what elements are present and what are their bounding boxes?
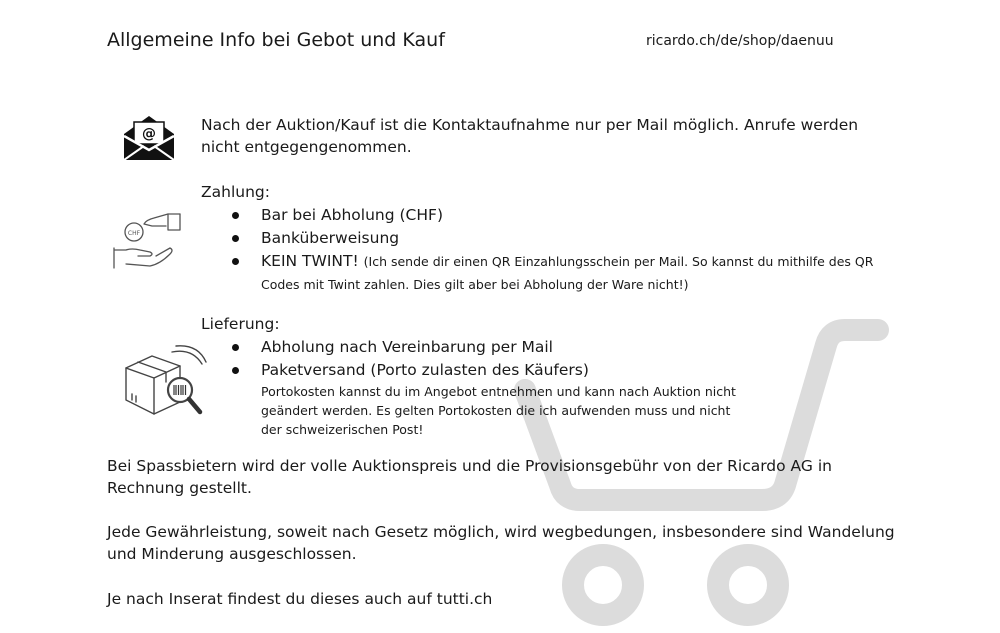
list-item: [201, 336, 901, 359]
tutti-note: Je nach Inserat findest du dieses auch auf tutti.ch: [107, 590, 493, 608]
shop-url: ricardo.ch/de/shop/daenuu: [646, 33, 834, 49]
mail-icon: [122, 114, 176, 162]
payment-heading: Zahlung:: [201, 183, 270, 201]
list-item: [201, 250, 901, 296]
list-item: [201, 359, 901, 439]
fun-bidder-notice: Bei Spassbietern wird der volle Auktionspreis und die Provisionsgebühr von der Ricardo AG in Rechnung gestellt.: [107, 457, 832, 497]
page-title: Allgemeine Info bei Gebot und Kauf: [107, 29, 445, 51]
payment-option: Bar bei Abholung (CHF): [261, 206, 443, 224]
payment-list: [201, 204, 901, 296]
delivery-option: Abholung nach Vereinbarung per Mail: [261, 338, 553, 356]
delivery-list: [201, 336, 901, 439]
contact-info-text: Nach der Auktion/Kauf ist die Kontaktaufnahme nur per Mail möglich. Anrufe werden nicht entgegengenommen.: [201, 116, 859, 156]
coin-label: CHF: [127, 230, 141, 237]
parcel-search-icon: [122, 344, 208, 420]
payment-hand-coin-icon: [110, 208, 184, 272]
list-item: [201, 204, 901, 227]
svg-text:@: @: [142, 126, 156, 142]
payment-option: Banküberweisung: [261, 229, 400, 247]
warranty-disclaimer: Jede Gewährleistung, soweit nach Gesetz möglich, wird wegbedungen, insbesondere sind Wandelung und Minderung ausgeschlossen.: [107, 523, 895, 563]
twint-note: (Ich sende dir einen QR Einzahlungsschein per Mail. So kannst du mithilfe des QR Codes mit Twint zahlen. Dies gilt aber bei Abholung der Ware nicht!): [261, 254, 874, 292]
payment-option: KEIN TWINT!: [261, 252, 359, 270]
shipping-note: Portokosten kannst du im Angebot entnehmen und kann nach Auktion nicht geändert werden. Es gelten Portokosten die ich aufwenden muss und nicht der schweizerischen Post!: [261, 384, 736, 437]
delivery-heading: Lieferung:: [201, 315, 280, 333]
list-item: [201, 227, 901, 250]
delivery-option: Paketversand (Porto zulasten des Käufers): [261, 361, 589, 379]
